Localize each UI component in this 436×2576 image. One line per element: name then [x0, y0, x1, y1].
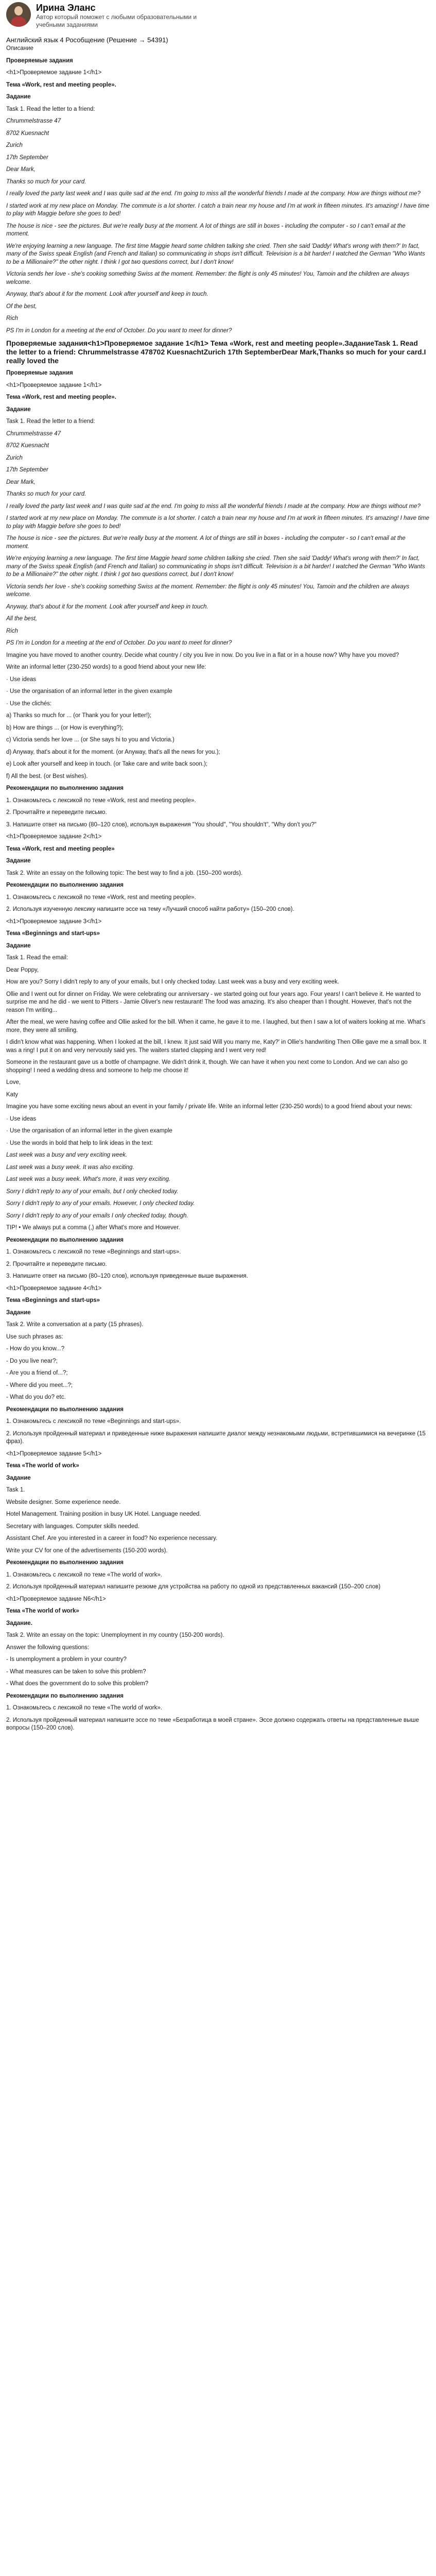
text-block: 17th September	[6, 467, 48, 473]
text-block: c) Victoria sends her love ... (or She says hi to you and Victoria.)	[6, 737, 175, 743]
text-block: Answer the following questions:	[6, 1644, 90, 1651]
text-block: f) All the best. (or Best wishes).	[6, 773, 88, 779]
text-block: · Use the organisation of an informal letter in the given example	[6, 1128, 172, 1134]
text-block: 1. Ознакомьтесь с лексикой по теме «Work, rest and meeting people».	[6, 894, 196, 901]
text-block: · Use ideas	[6, 676, 37, 683]
text-block: Someone in the restaurant gave us a bottle of champagne. We didn't drink it, though. We can have it when you next come to London. And we can also go shopping! I need a wedding dress and someone to help me choose it!	[6, 1059, 408, 1074]
text-block: 1. Ознакомьтесь с лексикой по теме «Beginnings and start-ups».	[6, 1418, 181, 1425]
text-block: e) Look after yourself and keep in touch. (or Take care and write back soon.);	[6, 761, 207, 767]
text-block: Anyway, that's about it for the moment. Look after yourself and keep in touch.	[6, 291, 208, 297]
text-block: Victoria sends her love - she's cooking something Swiss at the moment. Remember: the flight is only 45 minutes! You, Tamoin and the children are always welcome.	[6, 271, 410, 285]
text-block: I started work at my new place on Monday. The commute is a lot shorter. I catch a train near my house and I'm at work in fifteen minutes. It's amazing! I have time to play with Maggie before she goes to bed!	[6, 202, 429, 217]
text-block: b) How are things ... (or How is everything?);	[6, 724, 124, 731]
document-title: Английский язык 4 Рособщение (Решение → 54391)	[6, 36, 168, 44]
text-block: 2. Используя пройденный материал и приведенные ниже выражения напишите диалог между незнакомыми людьми, встретившимися на вечеринке (15 фраз).	[6, 1430, 426, 1445]
text-block: Of the best,	[6, 303, 37, 310]
text-block: 2. Прочитайте и переведите письмо.	[6, 809, 107, 816]
text-block: a) Thanks so much for ... (or Thank you for your letter!);	[6, 713, 152, 719]
text-block: I really loved the party last week and I was quite sad at the end. I'm going to miss all the wonderful friends I made at the company. How are things without me?	[6, 503, 421, 510]
text-block: <h1>Проверяемое задание 4</h1>	[6, 1285, 102, 1292]
text-block: Проверяемые задания<h1>Проверяемое задание 1</h1> Тема «Work, rest and meeting people».ЗаданиеTask 1. Read the letter to a friend: Chrummelstrasse 478702 KuesnachtZurich 17th SeptemberDear Mark,Thanks so much for your card.I really loved the	[6, 339, 426, 365]
text-block: Задание	[6, 1309, 31, 1316]
text-block: Dear Poppy,	[6, 967, 39, 973]
text-block: The house is nice - see the pictures. But we're really busy at the moment. A lot of things are still in boxes - including the computer - so I can't email at the moment.	[6, 535, 406, 550]
text-block: <h1>Проверяемое задание 1</h1>	[6, 382, 102, 388]
text-block: · Use the words in bold that help to link ideas in the text:	[6, 1140, 153, 1146]
text-block: Chrummelstrasse 47	[6, 430, 61, 437]
text-block: 17th September	[6, 154, 48, 161]
text-block: Проверяемые задания	[6, 57, 73, 64]
text-block: PS I'm in London for a meeting at the end of October. Do you want to meet for dinner?	[6, 327, 232, 334]
text-block: - How do you know...?	[6, 1346, 65, 1352]
document-content	[6, 57, 430, 1733]
text-block: Задание	[6, 1475, 31, 1481]
text-block: Task 1. Read the letter to a friend:	[6, 106, 95, 112]
text-block: - Where did you meet...?;	[6, 1382, 73, 1388]
text-block: <h1>Проверяемое задание 2</h1>	[6, 834, 102, 840]
text-block: Use such phrases as:	[6, 1333, 63, 1340]
text-block: Тема «Work, rest and meeting people».	[6, 81, 116, 88]
text-block: <h1>Проверяемое задание 1</h1>	[6, 70, 102, 76]
text-block: After the meal, we were having coffee and Ollie asked for the bill. When it came, he gave it to me. I laughed, but then I saw a lot of waiters looking at me. What's more, they were all smiling.	[6, 1019, 426, 1033]
text-block: PS I'm in London for a meeting at the end of October. Do you want to meet for dinner?	[6, 640, 232, 646]
text-block: <h1>Проверяемое задание 3</h1>	[6, 918, 102, 925]
text-block: We're enjoying learning a new language. The first time Maggie heard some children talking she cried. Then she said 'Daddy! What's wrong with them?' In fact, many of the Swiss speak English (and French and Italian) so communicating in shops isn't difficult. Television is a bit harder! I watched the German "Who Wants to be a Millionaire?" the other night. I think I got two questions correct, but I don't know!	[6, 555, 425, 578]
author-description-line1: Автор который поможет с любыми образовательными и	[36, 13, 197, 21]
text-block: Zurich	[6, 454, 23, 461]
text-block: Hotel Management. Training position in busy UK Hotel. Language needed.	[6, 1511, 201, 1517]
text-block: Task 2. Write an essay on the following topic: The best way to find a job. (150–200 words).	[6, 870, 243, 876]
text-block: TIP! • We always put a comma (,) after What's more and However.	[6, 1225, 180, 1231]
avatar-head	[14, 6, 23, 15]
text-block: Task 1. Read the email:	[6, 955, 68, 961]
text-block: Проверяемые задания	[6, 370, 73, 376]
text-block: How are you? Sorry I didn't reply to any of your emails, but I only checked today. Last week was a busy and very exciting week.	[6, 979, 339, 985]
text-block: Last week was a busy and very exciting week.	[6, 1152, 128, 1158]
text-block: Задание	[6, 406, 31, 413]
text-block: - Are you a friend of...?;	[6, 1370, 68, 1376]
text-block: Chrummelstrasse 47	[6, 118, 61, 124]
avatar-body	[11, 16, 26, 27]
text-block: Last week was a busy week. It was also exciting.	[6, 1164, 134, 1171]
text-block: Anyway, that's about it for the moment. Look after yourself and keep in touch.	[6, 603, 208, 610]
text-block: Рекомендации по выполнению задания	[6, 1236, 124, 1243]
text-block: 2. Используя пройденный материал напишите эссе по теме «Безработица в моей стране». Эссе должно содержать ответы на представленные выше вопросы (150–200 слов).	[6, 1717, 419, 1731]
text-block: 1. Ознакомьтесь с лексикой по теме «Work, rest and meeting people».	[6, 797, 196, 804]
text-block: - Is unemployment a problem in your country?	[6, 1656, 127, 1663]
text-block: Katy	[6, 1091, 19, 1098]
text-block: 3. Напишите ответ на письмо (80–120 слов), используя выражения "You should", "You shouldn't", "Why don't you?"	[6, 821, 317, 828]
text-block: 1. Ознакомьтесь с лексикой по теме «The world of work».	[6, 1571, 162, 1578]
text-block: Sorry I didn't reply to any of your emails. However, I only checked today.	[6, 1200, 195, 1207]
text-block: Imagine you have moved to another country. Decide what country / city you live in now. Do you live in a flat or in a house now? Why have you moved?	[6, 652, 399, 658]
author-name[interactable]: Ирина Эланс	[36, 3, 96, 13]
text-block: Тема «Work, rest and meeting people».	[6, 394, 116, 400]
text-block: Задание	[6, 942, 31, 949]
text-block: Dear Mark,	[6, 166, 36, 173]
text-block: Secretary with languages. Computer skills needed.	[6, 1523, 139, 1530]
text-block: d) Anyway, that's about it for the moment. (or Anyway, that's all the news for you.);	[6, 749, 220, 755]
text-block: Тема «Beginnings and start-ups»	[6, 930, 100, 937]
avatar[interactable]	[6, 2, 31, 27]
text-block: Рекомендации по выполнению задания	[6, 1406, 124, 1413]
text-block: Рекомендации по выполнению задания	[6, 785, 124, 791]
text-block: 3. Напишите ответ на письмо (80–120 слов), используя приведенные выше выражения.	[6, 1273, 248, 1279]
text-block: Assistant Chef. Are you interested in a career in food? No experience necessary.	[6, 1535, 218, 1541]
text-block: 1. Ознакомьтесь с лексикой по теме «Beginnings and start-ups».	[6, 1249, 181, 1255]
text-block: Задание	[6, 858, 31, 864]
text-block: Write an informal letter (230-250 words) to a good friend about your new life:	[6, 664, 206, 670]
text-block: Thanks so much for your card.	[6, 491, 86, 497]
author-info	[36, 2, 197, 29]
text-block: Тема «Beginnings and start-ups»	[6, 1297, 100, 1303]
text-block: Рекомендации по выполнению задания	[6, 1692, 124, 1699]
text-block: Thanks so much for your card.	[6, 178, 86, 185]
text-block: 2. Используя изученную лексику напишите эссе на тему «Лучший способ найти работу» (150–200 слов).	[6, 906, 294, 912]
text-block: The house is nice - see the pictures. But we're really busy at the moment. A lot of things are still in boxes - including the computer - so I can't email at the moment.	[6, 223, 406, 237]
text-block: Zurich	[6, 142, 23, 148]
text-block: Task 1.	[6, 1487, 25, 1493]
text-block: Тема «Work, rest and meeting people»	[6, 845, 115, 852]
text-block: Task 1. Read the letter to a friend:	[6, 418, 95, 425]
text-block: Rich	[6, 628, 19, 634]
text-block: Sorry I didn't reply to any of your emails I only checked today, though.	[6, 1212, 188, 1219]
text-block: Задание	[6, 94, 31, 100]
text-block: Victoria sends her love - she's cooking something Swiss at the moment. Remember: the flight is only 45 minutes! You, Tamoin and the children are always welcome.	[6, 583, 410, 598]
text-block: Imagine you have some exciting news about an event in your family / private life. Write an informal letter (230-250 words) to a good friend about your news:	[6, 1104, 413, 1110]
text-block: Website designer. Some experience neede.	[6, 1499, 121, 1505]
document-subtitle: Описание	[6, 45, 33, 52]
text-block: Rich	[6, 315, 19, 321]
text-block: Рекомендации по выполнению задания	[6, 882, 124, 888]
text-block: Write your CV for one of the advertisements (150-200 words).	[6, 1547, 168, 1554]
text-block: Sorry I didn't reply to any of your emails, but I only checked today.	[6, 1188, 179, 1195]
text-block: All the best,	[6, 616, 38, 622]
text-block: <h1>Проверяемое задание 5</h1>	[6, 1450, 102, 1457]
text-block: Dear Mark,	[6, 479, 36, 485]
text-block: Рекомендации по выполнению задания	[6, 1560, 124, 1566]
text-block: - Do you live near?;	[6, 1358, 58, 1364]
text-block: Тема «The world of work»	[6, 1608, 79, 1614]
text-block: Task 2. Write an essay on the topic: Unemployment in my country (150-200 words).	[6, 1632, 224, 1638]
text-block: Задание.	[6, 1620, 32, 1626]
text-block: · Use ideas	[6, 1115, 37, 1122]
text-block: Ollie and I went out for dinner on Friday. We were celebrating our anniversary - we started going out four years ago. Four years! I can't believe it. He wanted to surprise me and he did - we went to Pitters - Jamie Oliver's new restaurant! The food was amazing. It's also cheaper than I thought. However, that's not the reason I'm writing...	[6, 991, 421, 1013]
text-block: 2. Прочитайте и переведите письмо.	[6, 1261, 107, 1267]
text-block: - What measures can be taken to solve this problem?	[6, 1668, 146, 1675]
text-block: <h1>Проверяемое задание N6</h1>	[6, 1596, 106, 1602]
text-block: I didn't know what was happening. When I looked at the bill, I knew. It just said Will you marry me, Katy?' in Ollie's handwriting Then Ollie gave me a small box. It was a ring! I put it on and very nervously said yes. The waiters started clapping and I went very red!	[6, 1039, 427, 1054]
text-block: Тема «The world of work»	[6, 1463, 79, 1469]
text-block: We're enjoying learning a new language. The first time Maggie heard some children talking she cried. Then she said 'Daddy! What's wrong with them?' In fact, many of the Swiss speak English (and French and Italian) so communicating in shops isn't difficult. Television is a bit harder! I watched the German "Who Wants to be a Millionaire?" the other night. I think I got two questions correct, but I don't know!	[6, 243, 425, 265]
text-block: I started work at my new place on Monday. The commute is a lot shorter. I catch a train near my house and I'm at work in fifteen minutes. It's amazing! I have time to play with Maggie before she goes to bed!	[6, 515, 429, 530]
text-block: Last week was a busy week. What's more, it was very exciting.	[6, 1176, 171, 1182]
text-block: 8702 Kuesnacht	[6, 130, 49, 137]
author-header	[6, 0, 430, 35]
author-description-line2: учебными заданиями	[36, 21, 98, 28]
text-block: - What do you do? etc.	[6, 1394, 66, 1400]
text-block: · Use the organisation of an informal letter in the given example	[6, 688, 172, 694]
text-block: Love,	[6, 1079, 21, 1086]
text-block: Task 2. Write a conversation at a party (15 phrases).	[6, 1321, 144, 1328]
text-block: I really loved the party last week and I was quite sad at the end. I'm going to miss all the wonderful friends I made at the company. How are things without me?	[6, 191, 421, 197]
text-block: · Use the clichés:	[6, 700, 52, 707]
text-block: 8702 Kuesnacht	[6, 443, 49, 449]
text-block: - What does the government do to solve this problem?	[6, 1681, 149, 1687]
text-block: 1. Ознакомьтесь с лексикой по теме «The world of work».	[6, 1705, 162, 1711]
text-block: 2. Используя пройденный материал напишите резюме для устройства на работу по одной из представленных вакансий (150–200 слов)	[6, 1584, 381, 1590]
